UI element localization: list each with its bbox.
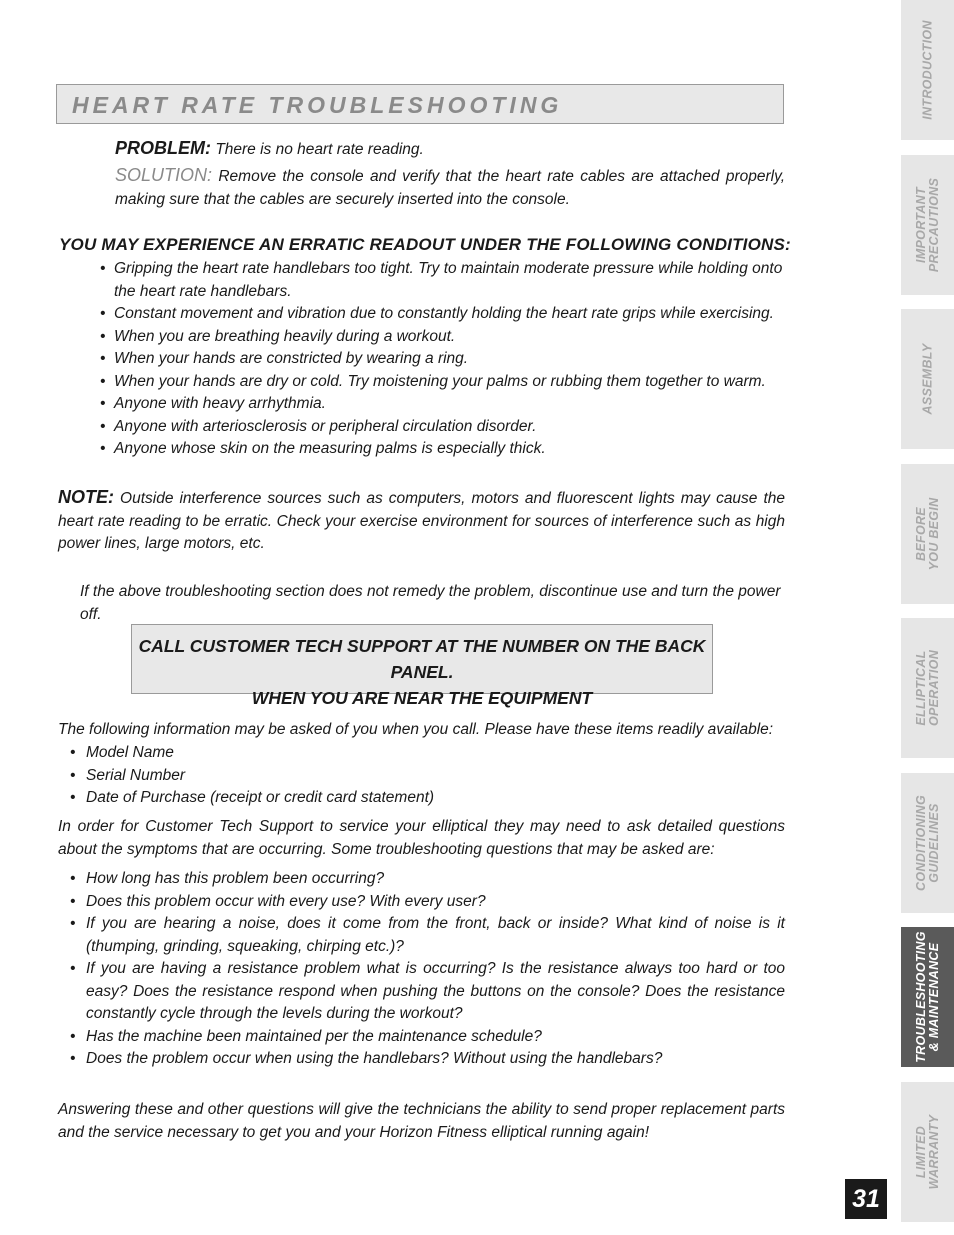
note-block <box>58 486 785 556</box>
closing-text: Answering these and other questions will give the technicians the ability to send proper replacement parts and the service necessary to get you and your Horizon Fitness elliptical running again! <box>58 1101 785 1141</box>
list-item: • When your hands are constricted by wearing a ring. <box>100 348 786 371</box>
tab-important-precautions[interactable] <box>901 155 954 295</box>
callout-line-2: WHEN YOU ARE NEAR THE EQUIPMENT <box>251 688 593 708</box>
tab-introduction[interactable] <box>901 0 954 140</box>
erratic-list <box>100 258 786 461</box>
erratic-heading: YOU MAY EXPERIENCE AN ERRATIC READOUT UNDER THE FOLLOWING CONDITIONS: <box>59 235 791 254</box>
problem-block <box>115 137 785 162</box>
tab-label: ELLIPTICAL OPERATION <box>913 649 941 727</box>
tab-elliptical-operation[interactable] <box>901 618 954 758</box>
list-item: • Does the problem occur when using the handlebars? Without using the handlebars? <box>70 1048 785 1071</box>
info-list <box>70 742 770 810</box>
service-intro: In order for Customer Tech Support to service your elliptical they may need to ask detailed questions about the symptoms that are occurring. Some troubleshooting questions that may be asked are: <box>58 818 785 858</box>
tab-label: LIMITED WARRANTY <box>913 1114 941 1190</box>
list-item: • Anyone with arteriosclerosis or peripheral circulation disorder. <box>100 416 786 439</box>
solution-label: SOLUTION: <box>115 165 213 185</box>
tab-before-you-begin[interactable] <box>901 464 954 604</box>
remedy-text: If the above troubleshooting section does not remedy the problem, discontinue use and turn the power off. <box>80 583 781 623</box>
list-item: • Does this problem occur with every use? With every user? <box>70 891 785 914</box>
tab-troubleshooting-maintenance[interactable] <box>901 927 954 1067</box>
info-intro: The following information may be asked of you when you call. Please have these items readily available: <box>58 721 774 738</box>
list-item: • Has the machine been maintained per the maintenance schedule? <box>70 1026 785 1049</box>
list-item: • Anyone whose skin on the measuring palms is especially thick. <box>100 438 786 461</box>
list-item: • Constant movement and vibration due to constantly holding the heart rate grips while exercising. <box>100 303 786 326</box>
list-item: • Model Name <box>70 742 770 765</box>
tab-assembly[interactable] <box>901 309 954 449</box>
support-callout <box>131 624 713 708</box>
list-item: • If you are hearing a noise, does it come from the front, back or inside? What kind of noise is it (thumping, grinding, squeaking, chirping etc.)? <box>70 913 785 958</box>
tab-label: INTRODUCTION <box>920 20 934 120</box>
list-item: • Anyone with heavy arrhythmia. <box>100 393 786 416</box>
tab-limited-warranty[interactable] <box>901 1082 954 1222</box>
list-item: • When your hands are dry or cold. Try moistening your palms or rubbing them together to warm. <box>100 371 786 394</box>
section-title: HEART RATE TROUBLESHOOTING <box>72 92 563 118</box>
problem-label: PROBLEM: <box>115 138 211 158</box>
section-title-bar <box>56 84 784 124</box>
page-number: 31 <box>845 1179 887 1219</box>
note-text: Outside interference sources such as computers, motors and fluorescent lights may cause the heart rate reading to be erratic. Check your exercise environment for sources of interference such as high power lines, large motors, etc. <box>58 490 785 552</box>
list-item: • Gripping the heart rate handlebars too tight. Try to maintain moderate pressure while holding onto the heart rate handlebars. <box>100 258 786 303</box>
solution-block <box>115 164 785 211</box>
list-item: • If you are having a resistance problem what is occurring? Is the resistance always too hard or too easy? Does the resistance respond when pushing the buttons on the console? Does the resistance constantly cycle through the levels during the workout? <box>70 958 785 1026</box>
tab-conditioning-guidelines[interactable] <box>901 773 954 913</box>
note-label: NOTE: <box>58 487 114 507</box>
list-item: • Date of Purchase (receipt or credit card statement) <box>70 787 770 810</box>
tab-label: IMPORTANT PRECAUTIONS <box>913 177 941 273</box>
callout-line-1: CALL CUSTOMER TECH SUPPORT AT THE NUMBER ON THE BACK PANEL. <box>138 636 706 682</box>
list-item: • Serial Number <box>70 765 770 788</box>
list-item: • How long has this problem been occurring? <box>70 868 785 891</box>
tab-label: BEFORE YOU BEGIN <box>913 497 941 571</box>
problem-text: There is no heart rate reading. <box>215 141 424 158</box>
service-list <box>70 868 785 1071</box>
solution-text: Remove the console and verify that the heart rate cables are attached properly, making sure that the cables are securely inserted into the console. <box>115 168 785 208</box>
tab-label: CONDITIONING GUIDELINES <box>913 795 941 891</box>
tab-label: ASSEMBLY <box>920 343 934 415</box>
tab-label: TROUBLESHOOTING & MAINTENANCE <box>913 931 941 1063</box>
list-item: • When you are breathing heavily during a workout. <box>100 326 786 349</box>
